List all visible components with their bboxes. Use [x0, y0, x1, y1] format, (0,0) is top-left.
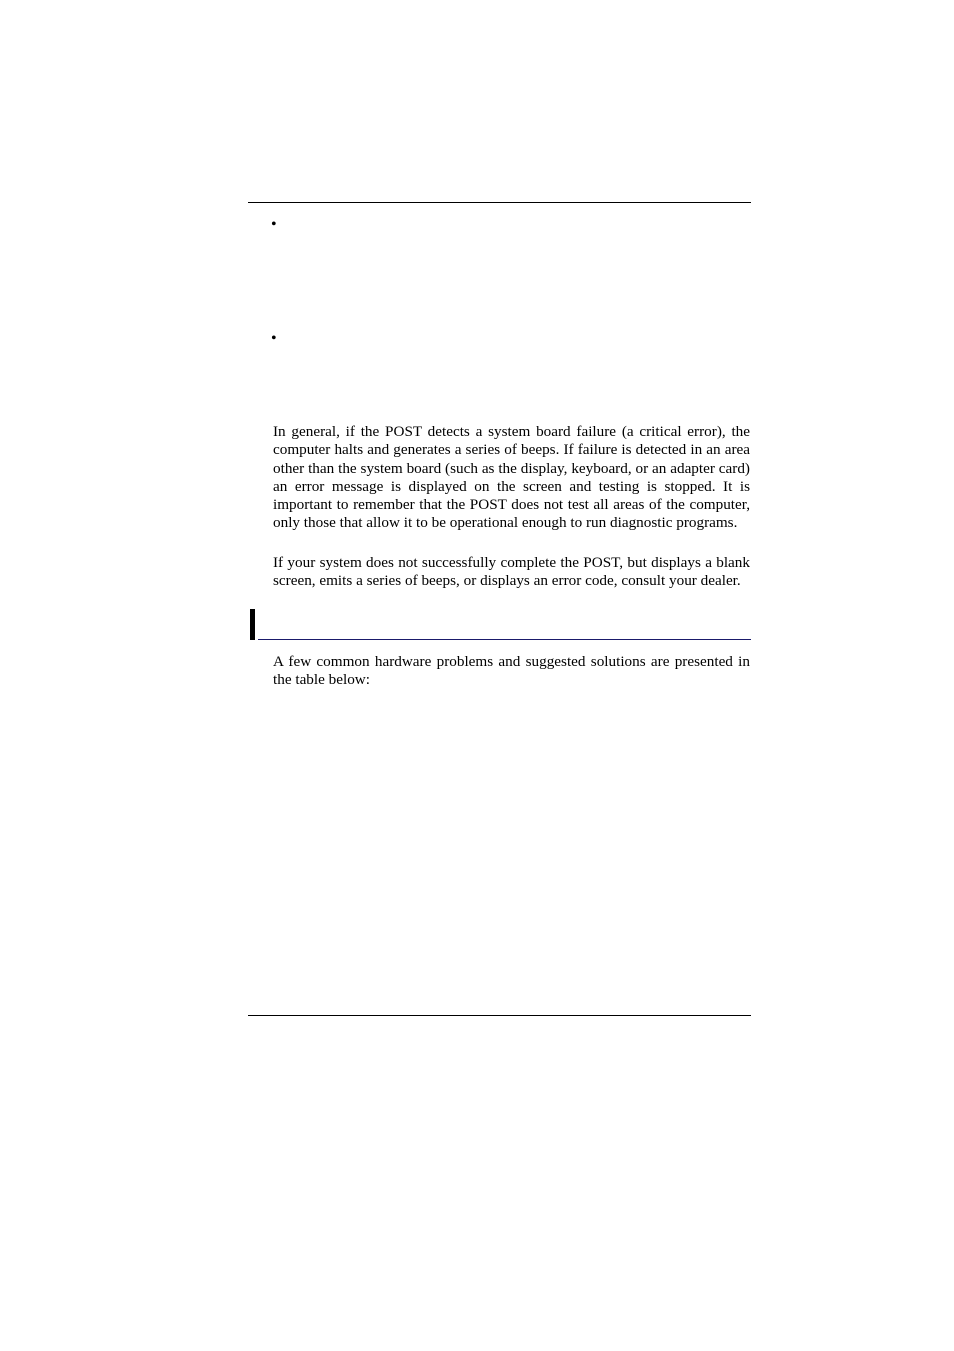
header-rule	[248, 202, 751, 203]
section-heading-bar	[250, 609, 255, 640]
bullet-marker: •	[271, 216, 277, 233]
body-paragraph-hardware-problems: A few common hardware problems and suggested solutions are presented in the table below:	[273, 653, 750, 689]
section-heading-rule	[258, 639, 751, 640]
body-paragraph-consult-dealer: If your system does not successfully complete the POST, but displays a blank screen, emits a series of beeps, or displays an error code, consult your dealer.	[273, 554, 750, 590]
bullet-marker: •	[271, 330, 277, 347]
body-paragraph-post-failure: In general, if the POST detects a system board failure (a critical error), the computer halts and generates a series of beeps. If failure is detected in an area other than the system board (such as the display, keyboard, or an adapter card) an error message is displayed on the screen and testing is stopped. It is important to remember that the POST does not test all areas of the computer, only those that allow it to be operational enough to run diagnostic programs.	[273, 423, 750, 532]
footer-rule	[248, 1015, 751, 1016]
